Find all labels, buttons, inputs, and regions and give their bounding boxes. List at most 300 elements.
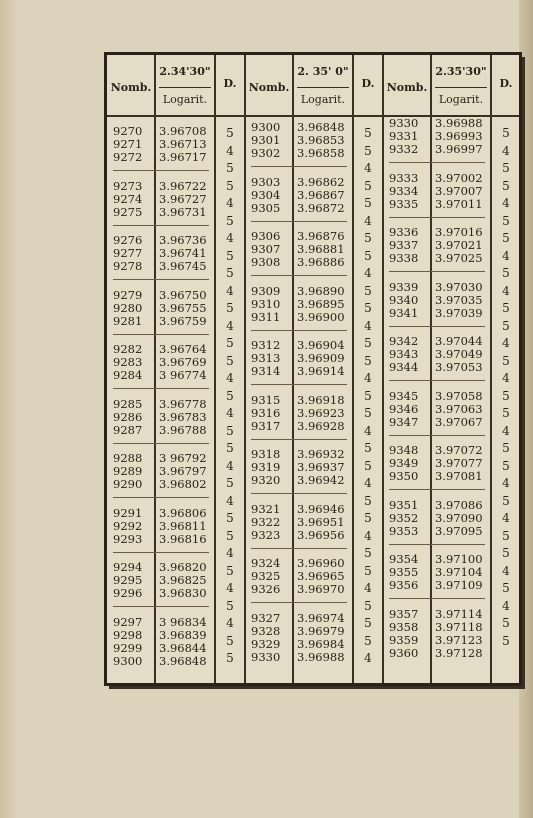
group-separator — [251, 602, 347, 603]
difference-value: 5 — [364, 353, 372, 368]
difference-value: 5 — [502, 178, 510, 193]
logarithm-value: 3.96979 — [297, 623, 345, 638]
difference-value: 5 — [226, 423, 234, 438]
logarithm-value: 3.96764 — [159, 342, 207, 356]
difference-value: 5 — [502, 318, 510, 333]
logarithm-value: 3.97104 — [435, 565, 483, 579]
group-separator — [389, 380, 485, 381]
logarithm-value: 3.97021 — [435, 238, 483, 252]
nomb-value: 9331 — [389, 129, 419, 143]
logarithm-value: 3.96811 — [159, 518, 207, 533]
nomb-value: 9326 — [251, 582, 281, 596]
nomb-value: 9283 — [113, 355, 143, 369]
nomb-value: 9327 — [251, 610, 281, 625]
group-separator — [251, 330, 347, 331]
group-separator — [113, 443, 209, 444]
difference-value: 4 — [364, 318, 372, 333]
difference-value: 5 — [502, 528, 510, 543]
nomb-value: 9330 — [389, 116, 419, 130]
logarithm-value: 3.96727 — [159, 191, 207, 206]
difference-value: 5 — [226, 161, 234, 175]
difference-value: 4 — [502, 371, 510, 385]
logarithm-value: 3.96862 — [297, 174, 345, 189]
nomb-value: 9359 — [389, 632, 419, 647]
difference-value: 5 — [226, 441, 234, 455]
group-separator — [251, 275, 347, 276]
logarithm-value: 3.96876 — [297, 229, 345, 243]
nomb-value: 9302 — [251, 146, 281, 160]
logarithm-value: 3.97035 — [435, 292, 483, 307]
difference-value: 4 — [364, 423, 372, 438]
difference-value: 4 — [226, 231, 234, 245]
difference-value: 4 — [364, 528, 372, 543]
nomb-value: 9293 — [113, 531, 143, 546]
nomb-value: 9300 — [113, 653, 143, 668]
nomb-value: 9334 — [389, 183, 419, 198]
logarit-header: Logarit. — [300, 93, 346, 106]
logarithm-value: 3.96918 — [297, 392, 345, 407]
difference-value: 5 — [502, 301, 510, 315]
nomb-value: 9287 — [113, 422, 143, 437]
nomb-value: 9351 — [389, 497, 419, 512]
difference-value: 5 — [502, 231, 510, 245]
d-header: D. — [499, 77, 513, 90]
nomb-value: 9325 — [251, 569, 281, 583]
logarithm-value: 3.96932 — [297, 447, 345, 461]
logarithm-value: 3.96993 — [435, 129, 483, 143]
logarithm-value: 3.96816 — [159, 531, 207, 546]
difference-value: 4 — [226, 318, 234, 333]
nomb-value: 9338 — [389, 251, 419, 265]
logarithm-value: 3.96997 — [435, 142, 483, 156]
nomb-value: 9310 — [251, 296, 281, 311]
nomb-value: 9271 — [113, 137, 143, 151]
difference-value: 5 — [226, 248, 234, 263]
difference-value: 5 — [364, 511, 372, 525]
difference-value: 5 — [364, 616, 372, 630]
difference-value: 4 — [502, 563, 510, 578]
nomb-value: 9290 — [113, 477, 143, 491]
logarithm-value: 3.97123 — [435, 632, 483, 647]
logarithm-value: 3.96946 — [297, 501, 345, 516]
logarithm-value: 3.96745 — [159, 259, 207, 273]
difference-value: 5 — [364, 441, 372, 455]
nomb-value: 9300 — [251, 120, 281, 134]
group-separator — [251, 384, 347, 385]
difference-value: 4 — [502, 248, 510, 263]
nomb-value: 9279 — [113, 287, 143, 302]
difference-value: 5 — [502, 161, 510, 175]
difference-value: 4 — [364, 581, 372, 595]
nomb-value: 9296 — [113, 586, 143, 600]
difference-value: 4 — [364, 371, 372, 385]
angle-underline — [435, 87, 487, 88]
nomb-value: 9276 — [113, 233, 143, 247]
difference-value: 4 — [226, 406, 234, 420]
logarithm-value: 3.96755 — [159, 300, 207, 315]
nomb-value: 9316 — [251, 405, 281, 420]
logarithm-value: 3.97058 — [435, 388, 483, 403]
difference-value: 4 — [364, 161, 372, 175]
logarithm-value: 3.97072 — [435, 443, 483, 457]
nomb-value: 9292 — [113, 518, 143, 533]
nomb-value: 9358 — [389, 619, 419, 634]
logarithm-value: 3.96909 — [297, 351, 345, 365]
group-separator — [113, 170, 209, 171]
nomb-header: Nomb. — [110, 81, 152, 94]
group-separator — [251, 548, 347, 549]
difference-value: 5 — [226, 563, 234, 578]
nomb-value: 9330 — [251, 649, 281, 664]
nomb-value: 9275 — [113, 204, 143, 219]
nomb-value: 9272 — [113, 150, 143, 164]
logarithm-value: 3.97114 — [435, 606, 483, 621]
logarithm-value: 3.96750 — [159, 287, 207, 302]
nomb-value: 9352 — [389, 510, 419, 525]
logarithm-value: 3 96774 — [159, 368, 207, 382]
nomb-value: 9314 — [251, 364, 281, 378]
nomb-value: 9270 — [113, 124, 143, 138]
angle-underline — [159, 87, 211, 88]
group-separator — [389, 489, 485, 490]
logarithm-value: 3.96839 — [159, 627, 207, 642]
difference-value: 5 — [226, 651, 234, 665]
difference-value: 5 — [364, 458, 372, 473]
logarit-header: Logarit. — [162, 93, 208, 106]
difference-value: 5 — [226, 178, 234, 193]
logarithm-value: 3.96713 — [159, 137, 207, 151]
nomb-value: 9344 — [389, 360, 419, 374]
difference-value: 5 — [226, 511, 234, 525]
group-separator — [113, 279, 209, 280]
angle-header: 2. 35' 0" — [297, 65, 349, 78]
nomb-value: 9317 — [251, 418, 281, 433]
difference-value: 5 — [364, 598, 372, 613]
logarithm-value: 3.96788 — [159, 422, 207, 437]
group-separator — [113, 388, 209, 389]
angle-header: 2.34'30" — [159, 65, 211, 78]
logarithm-value: 3.96769 — [159, 355, 207, 369]
nomb-value: 9313 — [251, 351, 281, 365]
nomb-value: 9301 — [251, 133, 281, 147]
nomb-value: 9350 — [389, 469, 419, 483]
logarithm-value: 3.97063 — [435, 401, 483, 416]
difference-value: 4 — [226, 546, 234, 560]
logarithm-value: 3.97030 — [435, 279, 483, 294]
nomb-value: 9323 — [251, 527, 281, 542]
nomb-value: 9294 — [113, 560, 143, 574]
group-separator — [251, 221, 347, 222]
logarithm-value: 3.96717 — [159, 150, 207, 164]
difference-value: 5 — [226, 598, 234, 613]
difference-value: 4 — [364, 213, 372, 228]
difference-value: 4 — [502, 196, 510, 210]
group-separator — [251, 166, 347, 167]
nomb-value: 9297 — [113, 614, 143, 629]
group-separator — [113, 552, 209, 553]
difference-value: 5 — [502, 493, 510, 508]
nomb-value: 9336 — [389, 225, 419, 239]
difference-value: 4 — [226, 196, 234, 210]
logarithm-value: 3.96844 — [159, 640, 207, 655]
nomb-header: Nomb. — [386, 81, 428, 94]
nomb-value: 9278 — [113, 259, 143, 273]
logarithm-value: 3.96970 — [297, 582, 345, 596]
logarithm-value: 3.96853 — [297, 133, 345, 147]
nomb-value: 9291 — [113, 505, 143, 520]
logarithm-value: 3.96783 — [159, 409, 207, 424]
logarithm-value: 3.96731 — [159, 204, 207, 219]
nomb-value: 9274 — [113, 191, 143, 206]
logarithm-value: 3.96830 — [159, 586, 207, 600]
nomb-value: 9355 — [389, 565, 419, 579]
logarithm-value: 3.96965 — [297, 569, 345, 583]
logarithm-value: 3.96900 — [297, 309, 345, 324]
page-gutter-shadow — [0, 0, 18, 818]
difference-value: 5 — [502, 213, 510, 228]
nomb-value: 9311 — [251, 309, 281, 324]
group-separator — [113, 497, 209, 498]
difference-value: 4 — [226, 143, 234, 158]
logarithm-value: 3 96834 — [159, 614, 207, 629]
nomb-value: 9332 — [389, 142, 419, 156]
difference-value: 5 — [364, 336, 372, 350]
difference-value: 4 — [364, 651, 372, 665]
nomb-value: 9277 — [113, 246, 143, 260]
table-grid — [107, 55, 519, 683]
logarithm-value: 3.96759 — [159, 313, 207, 328]
logarithm-value: 3.97100 — [435, 552, 483, 566]
difference-value: 4 — [502, 283, 510, 298]
logarithm-value: 3.96722 — [159, 178, 207, 193]
difference-value: 5 — [364, 126, 372, 140]
difference-value: 5 — [226, 528, 234, 543]
nomb-value: 9328 — [251, 623, 281, 638]
logarithm-value: 3.97016 — [435, 225, 483, 239]
column-divider — [430, 55, 432, 683]
group-separator — [113, 606, 209, 607]
difference-value: 4 — [502, 143, 510, 158]
column-divider — [352, 55, 354, 683]
logarithm-value: 3.96736 — [159, 233, 207, 247]
column-divider — [382, 55, 384, 683]
logarithm-value: 3.96928 — [297, 418, 345, 433]
logarithm-value: 3.96942 — [297, 473, 345, 487]
column-divider — [490, 55, 492, 683]
nomb-value: 9308 — [251, 255, 281, 269]
nomb-value: 9304 — [251, 187, 281, 202]
difference-value: 5 — [502, 406, 510, 420]
nomb-value: 9309 — [251, 283, 281, 298]
nomb-value: 9281 — [113, 313, 143, 328]
nomb-value: 9339 — [389, 279, 419, 294]
group-separator — [251, 493, 347, 494]
logarithm-value: 3.97049 — [435, 347, 483, 361]
nomb-value: 9346 — [389, 401, 419, 416]
logarithm-value: 3.96820 — [159, 560, 207, 574]
difference-value: 5 — [364, 563, 372, 578]
difference-value: 4 — [226, 371, 234, 385]
difference-value: 5 — [364, 493, 372, 508]
nomb-value: 9354 — [389, 552, 419, 566]
nomb-value: 9280 — [113, 300, 143, 315]
difference-value: 4 — [226, 616, 234, 630]
logarithm-value: 3.97011 — [435, 196, 483, 211]
nomb-value: 9315 — [251, 392, 281, 407]
difference-value: 5 — [226, 353, 234, 368]
logarithm-value: 3.97067 — [435, 414, 483, 429]
column-divider — [292, 55, 294, 683]
difference-value: 5 — [502, 266, 510, 280]
logarithm-value: 3.96867 — [297, 187, 345, 202]
logarithm-value: 3.96956 — [297, 527, 345, 542]
logarithm-value: 3.96886 — [297, 255, 345, 269]
nomb-value: 9288 — [113, 451, 143, 465]
nomb-value: 9324 — [251, 556, 281, 570]
nomb-value: 9289 — [113, 464, 143, 478]
logarithm-value: 3.97077 — [435, 456, 483, 470]
logarithm-value: 3.97007 — [435, 183, 483, 198]
nomb-value: 9337 — [389, 238, 419, 252]
group-separator — [113, 225, 209, 226]
d-header: D. — [361, 77, 375, 90]
logarithm-value: 3.97081 — [435, 469, 483, 483]
logarithm-value: 3.96881 — [297, 242, 345, 256]
nomb-value: 9353 — [389, 523, 419, 538]
logarit-header: Logarit. — [438, 93, 484, 106]
logarithm-value: 3.96937 — [297, 460, 345, 474]
logarithm-value: 3.96806 — [159, 505, 207, 520]
nomb-value: 9360 — [389, 645, 419, 660]
logarithm-value: 3.96848 — [297, 120, 345, 134]
difference-value: 5 — [502, 388, 510, 403]
difference-value: 5 — [226, 336, 234, 350]
nomb-value: 9319 — [251, 460, 281, 474]
nomb-value: 9312 — [251, 338, 281, 352]
nomb-value: 9333 — [389, 170, 419, 185]
difference-value: 5 — [364, 178, 372, 193]
nomb-header: Nomb. — [248, 81, 290, 94]
logarithm-value: 3.97109 — [435, 578, 483, 592]
nomb-value: 9286 — [113, 409, 143, 424]
nomb-value: 9320 — [251, 473, 281, 487]
group-separator — [113, 334, 209, 335]
group-separator — [389, 162, 485, 163]
logarithm-value: 3.96872 — [297, 200, 345, 215]
group-separator — [389, 217, 485, 218]
difference-value: 5 — [226, 126, 234, 140]
difference-value: 5 — [226, 388, 234, 403]
difference-value: 4 — [502, 476, 510, 490]
nomb-value: 9349 — [389, 456, 419, 470]
logarithm-value: 3.96825 — [159, 573, 207, 587]
nomb-value: 9284 — [113, 368, 143, 382]
difference-value: 4 — [364, 476, 372, 490]
nomb-value: 9340 — [389, 292, 419, 307]
difference-value: 4 — [364, 266, 372, 280]
logarithm-value: 3.97002 — [435, 170, 483, 185]
nomb-value: 9273 — [113, 178, 143, 193]
logarithm-value: 3.97118 — [435, 619, 483, 634]
logarithm-value: 3.97095 — [435, 523, 483, 538]
difference-value: 4 — [226, 493, 234, 508]
logarithm-value: 3.97128 — [435, 645, 483, 660]
logarithm-table — [104, 52, 522, 686]
group-separator — [389, 271, 485, 272]
d-header: D. — [223, 77, 237, 90]
logarithm-value: 3.96708 — [159, 124, 207, 138]
difference-value: 4 — [502, 598, 510, 613]
difference-value: 5 — [502, 353, 510, 368]
difference-value: 4 — [502, 336, 510, 350]
difference-value: 5 — [364, 283, 372, 298]
logarithm-value: 3.96904 — [297, 338, 345, 352]
nomb-value: 9299 — [113, 640, 143, 655]
logarithm-value: 3.96984 — [297, 636, 345, 651]
nomb-value: 9303 — [251, 174, 281, 189]
angle-header: 2.35'30" — [435, 65, 487, 78]
nomb-value: 9348 — [389, 443, 419, 457]
difference-value: 5 — [226, 476, 234, 490]
nomb-value: 9345 — [389, 388, 419, 403]
column-divider — [154, 55, 156, 683]
logarithm-value: 3.96974 — [297, 610, 345, 625]
difference-value: 5 — [502, 441, 510, 455]
logarithm-value: 3.96960 — [297, 556, 345, 570]
difference-value: 5 — [364, 231, 372, 245]
logarithm-value: 3.96741 — [159, 246, 207, 260]
difference-value: 4 — [226, 581, 234, 595]
nomb-value: 9329 — [251, 636, 281, 651]
difference-value: 4 — [502, 423, 510, 438]
difference-value: 5 — [364, 196, 372, 210]
difference-value: 5 — [364, 143, 372, 158]
logarithm-value: 3.96848 — [159, 653, 207, 668]
logarithm-value: 3.96923 — [297, 405, 345, 420]
group-separator — [389, 326, 485, 327]
difference-value: 5 — [364, 301, 372, 315]
nomb-value: 9295 — [113, 573, 143, 587]
group-separator — [389, 544, 485, 545]
logarithm-value: 3.96895 — [297, 296, 345, 311]
difference-value: 5 — [364, 546, 372, 560]
logarithm-value: 3.97025 — [435, 251, 483, 265]
nomb-value: 9321 — [251, 501, 281, 516]
nomb-value: 9318 — [251, 447, 281, 461]
logarithm-value: 3.97090 — [435, 510, 483, 525]
logarithm-value: 3.96858 — [297, 146, 345, 160]
difference-value: 5 — [502, 458, 510, 473]
nomb-value: 9285 — [113, 396, 143, 411]
nomb-value: 9307 — [251, 242, 281, 256]
difference-value: 4 — [226, 283, 234, 298]
logarithm-value: 3.96914 — [297, 364, 345, 378]
difference-value: 5 — [226, 633, 234, 648]
nomb-value: 9322 — [251, 514, 281, 529]
logarithm-value: 3.96988 — [297, 649, 345, 664]
nomb-value: 9306 — [251, 229, 281, 243]
logarithm-value: 3.97039 — [435, 305, 483, 320]
nomb-value: 9298 — [113, 627, 143, 642]
logarithm-value: 3.97053 — [435, 360, 483, 374]
logarithm-value: 3.96797 — [159, 464, 207, 478]
logarithm-value: 3.96802 — [159, 477, 207, 491]
difference-value: 5 — [226, 266, 234, 280]
nomb-value: 9335 — [389, 196, 419, 211]
logarithm-value: 3.97086 — [435, 497, 483, 512]
logarithm-value: 3.96778 — [159, 396, 207, 411]
nomb-value: 9305 — [251, 200, 281, 215]
